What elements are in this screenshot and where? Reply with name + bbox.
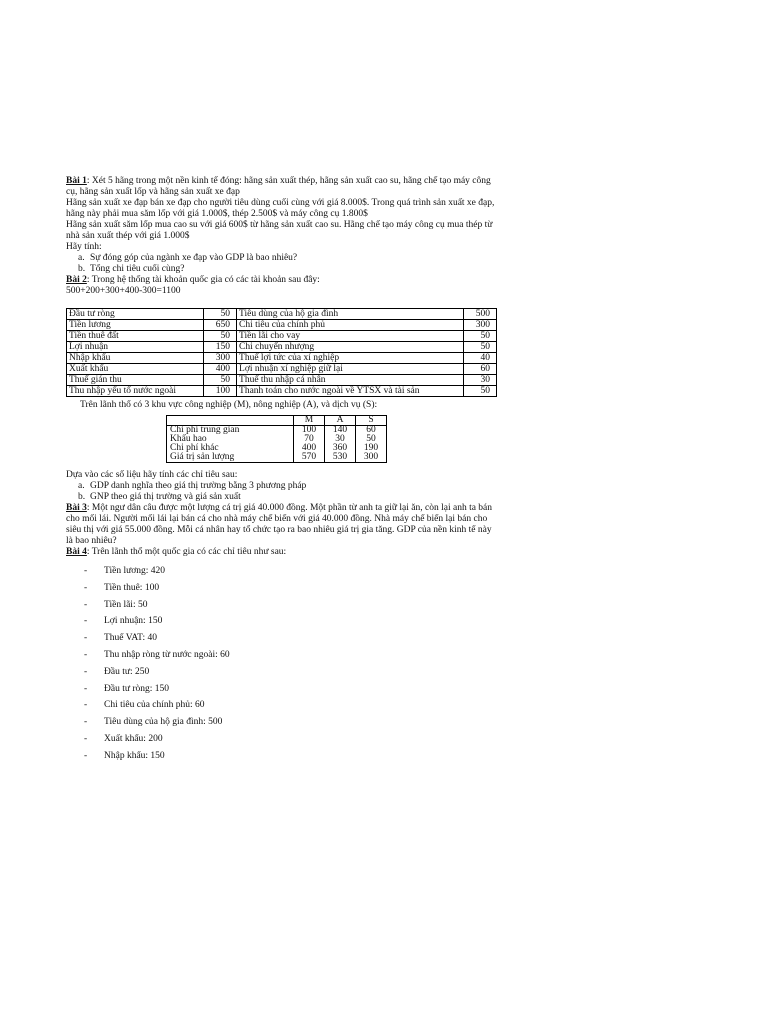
account-value: 50	[464, 342, 497, 353]
cell-value: 30	[325, 435, 356, 444]
account-value: 400	[204, 364, 237, 375]
list-item: - Tiền lãi: 50	[84, 599, 148, 610]
account-value: 50	[204, 375, 237, 386]
exercise-3-line: siêu thị với giá 55.000 đồng. Mỗi cá nhân hay tổ chức tạo ra bao nhiêu giá trị gia tăng. GDP của nền kinh tế này	[66, 525, 492, 535]
task-item: b. GNP theo giá thị trường và giá sản xuất	[78, 492, 241, 502]
row-label: Chi phí khác	[167, 444, 294, 453]
question-item: a. Sự đóng góp của ngành xe đạp vào GDP là bao nhiêu?	[78, 253, 298, 263]
list-item: - Tiền lương: 420	[84, 566, 166, 576]
list-item: - Nhập khẩu: 150	[84, 750, 165, 761]
exercise-4	[66, 547, 496, 765]
cell-value: 140	[325, 426, 356, 436]
account-value: 50	[204, 331, 237, 342]
table-row	[67, 320, 497, 331]
exercise-3-line: là bao nhiêu?	[66, 536, 117, 546]
cell-value: 530	[325, 453, 356, 463]
cell-value: 300	[356, 453, 387, 463]
exercise-2-intro: : Trong hệ thống tài khoản quốc gia có các tài khoản sau đây:	[86, 275, 320, 285]
account-label: Tiền lãi cho vay	[237, 331, 464, 342]
exercise-4-intro: : Trên lãnh thổ một quốc gia có các chỉ tiêu như sau:	[86, 547, 287, 557]
cell-value: 50	[356, 435, 387, 444]
national-accounts-table	[66, 308, 497, 397]
table-row	[67, 375, 497, 386]
account-label: Tiêu dùng của hộ gia đình	[237, 309, 464, 320]
exercise-3-line: : Một ngư dân câu được một lượng cá trị giá 40.000 đồng. Một phần từ anh ta giữ lại ăn, còn lại anh ta bán	[86, 503, 493, 513]
exercise-3	[66, 503, 496, 547]
account-value: 300	[204, 353, 237, 364]
account-value: 650	[204, 320, 237, 331]
cell-value: 360	[325, 444, 356, 453]
account-label: Tiền thuê đất	[67, 331, 204, 342]
exercise-1-line: hãng này phải mua săm lốp với giá 1.000$, thép 2.500$ và máy công cụ 1.800$	[66, 209, 368, 219]
list-item: - Thu nhập ròng từ nước ngoài: 60	[84, 649, 230, 660]
account-label: Thanh toán cho nước ngoài về YTSX và tài sản	[237, 386, 464, 397]
exercise-4-title: Bài 4	[66, 547, 87, 557]
exercise-1-line: : Xét 5 hãng trong một nền kinh tế đóng: hãng sản xuất thép, hãng sản xuất cao su, hãng chế tạo máy công	[86, 176, 491, 186]
question-item: b. Tổng chi tiêu cuối cùng?	[78, 264, 185, 274]
task-item: a. GDP danh nghĩa theo giá thị trường bằng 3 phương pháp	[78, 481, 307, 491]
account-label: Chi tiêu của chính phủ	[237, 320, 464, 331]
exercise-1-line: cụ, hãng sản xuất lốp và hãng sản xuất xe đạp	[66, 187, 240, 197]
exercise-3-line: cho mối lái. Người mối lái lại bán cá cho nhà máy chế biến với giá 40.000 đồng. Nhà máy chế biến lại bán cho	[66, 514, 488, 524]
account-label: Thuế gián thu	[67, 375, 204, 386]
list-item: - Chi tiêu của chính phủ: 60	[84, 700, 205, 711]
table-row	[67, 342, 497, 353]
exercise-1-line: Hãng sản xuất săm lốp mua cao su với giá 600$ từ hãng sản xuất cao su. Hãng chế tạo máy công cụ mua thép từ	[66, 220, 493, 230]
cell-value: 190	[356, 444, 387, 453]
account-label: Thuế thu nhập cá nhân	[237, 375, 464, 386]
list-item: - Đầu tư ròng: 150	[84, 683, 170, 694]
account-value: 40	[464, 353, 497, 364]
cell-value: 400	[294, 444, 325, 453]
account-label: Đầu tư ròng	[67, 309, 204, 320]
column-header: A	[325, 416, 356, 426]
list-item: - Đầu tư: 250	[84, 666, 150, 677]
exercise-2	[66, 275, 496, 503]
account-value: 50	[464, 331, 497, 342]
account-value: 300	[464, 320, 497, 331]
row-label: Chi phí trung gian	[167, 426, 294, 436]
cell-value: 70	[294, 435, 325, 444]
account-value: 50	[204, 309, 237, 320]
account-value: 150	[204, 342, 237, 353]
list-item: - Tiền thuê: 100	[84, 582, 160, 593]
list-item: - Lợi nhuận: 150	[84, 616, 163, 627]
list-item: - Xuất khẩu: 200	[84, 733, 163, 744]
account-label: Lợi nhuận	[67, 342, 204, 353]
cell-value: 100	[294, 426, 325, 436]
table-header-row	[167, 416, 387, 426]
account-label: Xuất khẩu	[67, 364, 204, 375]
cell-value: 570	[294, 453, 325, 463]
row-label: Khấu hao	[167, 435, 294, 444]
sectors-intro: Trên lãnh thổ có 3 khu vực công nghiệp (M), nông nghiệp (A), và dịch vụ (S):	[80, 400, 378, 410]
exercise-2-tasks	[66, 481, 496, 503]
cell-value: 60	[356, 426, 387, 436]
table-row	[67, 353, 497, 364]
exercise-3-title: Bài 3	[66, 503, 87, 513]
account-value: 30	[464, 375, 497, 386]
account-label: Chi chuyển nhượng	[237, 342, 464, 353]
account-value: 500	[464, 309, 497, 320]
account-label: Tiền lương	[67, 320, 204, 331]
exercise-1	[66, 176, 496, 275]
sector-table	[166, 415, 387, 463]
account-label: Thuế lợi tức của xí nghiệp	[237, 353, 464, 364]
exercise-2-title: Bài 2	[66, 275, 87, 285]
exercise-1-line: Hãng sản xuất xe đạp bán xe đạp cho người tiêu dùng cuối cùng với giá 8.000$. Trong quá trình sản xuất xe đạp,	[66, 198, 495, 208]
row-label: Giá trị sản lượng	[167, 453, 294, 463]
exercise-1-questions	[66, 253, 496, 275]
account-value: 60	[464, 364, 497, 375]
table-row	[67, 386, 497, 397]
column-header	[167, 416, 294, 426]
table-row	[67, 364, 497, 375]
list-item: - Thuế VAT: 40	[84, 633, 158, 644]
table-row	[167, 453, 387, 463]
indicator-list	[66, 563, 496, 765]
table-row	[67, 331, 497, 342]
account-label: Lợi nhuận xí nghiệp giữ lại	[237, 364, 464, 375]
account-value: 50	[464, 386, 497, 397]
column-header: M	[294, 416, 325, 426]
table-row	[67, 309, 497, 320]
account-label: Thu nhập yếu tố nước ngoài	[67, 386, 204, 397]
exercise-1-title: Bài 1	[66, 176, 87, 186]
account-value: 100	[204, 386, 237, 397]
column-header: S	[356, 416, 387, 426]
exercise-1-line: nhà sản xuất thép với giá 1.000$	[66, 231, 190, 241]
handwritten-calc: 500+200+300+400-300=1100	[66, 286, 181, 296]
exercise-1-line: Hãy tính:	[66, 242, 102, 252]
list-item: - Tiêu dùng của hộ gia đình: 500	[84, 717, 223, 728]
account-label: Nhập khẩu	[67, 353, 204, 364]
task-intro: Dựa vào các số liệu hãy tính các chỉ tiêu sau:	[66, 470, 238, 480]
document-content	[66, 176, 496, 765]
